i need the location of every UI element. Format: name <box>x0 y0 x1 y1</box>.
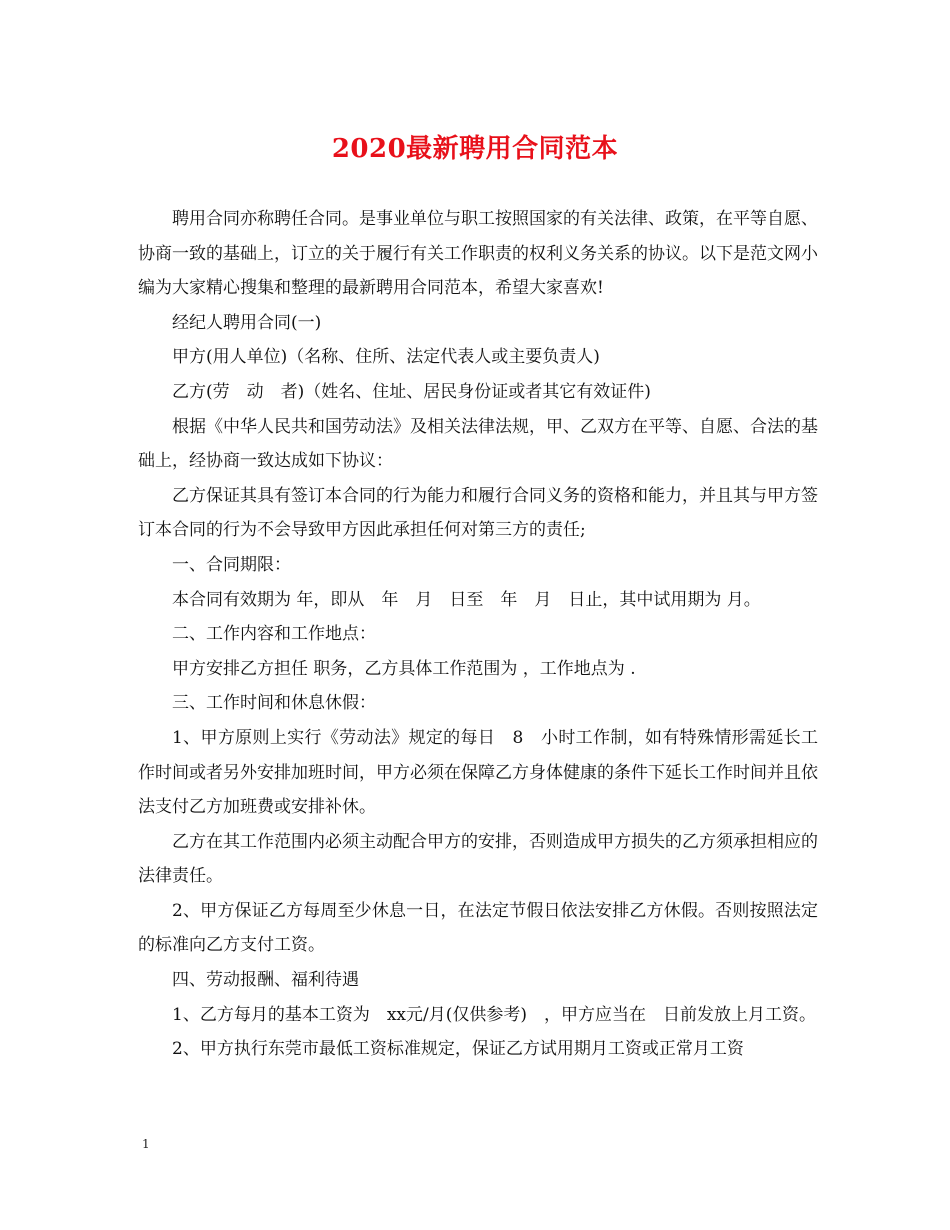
paragraph: 1、乙方每月的基本工资为 xx元/月(仅供参考) ，甲方应当在 日前发放上月工资。 <box>172 1004 816 1025</box>
paragraph: 乙方保证其具有签订本合同的行为能力和履行合同义务的资格和能力，并且其与甲方签订本合同的行为不会导致甲方因此承担任何对第三方的责任; <box>138 485 818 541</box>
document-body <box>138 202 818 1067</box>
paragraph: 甲方安排乙方担任 职务，乙方具体工作范围为 ，工作地点为 . <box>172 658 636 679</box>
paragraph: 本合同有效期为 年，即从 年 月 日至 年 月 日止，其中试用期为 月。 <box>172 589 761 610</box>
paragraph: 根据《中华人民共和国劳动法》及相关法律法规，甲、乙双方在平等、自愿、合法的基础上，经协商一致达成如下协议： <box>138 416 818 472</box>
page-number: 1 <box>142 1137 150 1151</box>
paragraph: 乙方在其工作范围内必须主动配合甲方的安排，否则造成甲方损失的乙方须承担相应的法律责任。 <box>138 831 818 887</box>
paragraph: 2、甲方保证乙方每周至少休息一日，在法定节假日依法安排乙方休假。否则按照法定的标准向乙方支付工资。 <box>138 900 818 956</box>
paragraph: 乙方(劳 动 者)（姓名、住址、居民身份证或者其它有效证件) <box>172 381 651 402</box>
section-heading: 四、劳动报酬、福利待遇 <box>172 970 359 991</box>
section-heading: 一、合同期限： <box>172 554 291 575</box>
paragraph: 1、甲方原则上实行《劳动法》规定的每日 8 小时工作制，如有特殊情形需延长工作时间或者另外安排加班时间，甲方必须在保障乙方身体健康的条件下延长工作时间并且依法支付乙方加班费或安排补休。 <box>138 727 818 818</box>
paragraph: 甲方(用人单位)（名称、住所、法定代表人或主要负责人) <box>172 347 600 368</box>
section-heading: 二、工作内容和工作地点： <box>172 624 376 645</box>
paragraph: 经纪人聘用合同(一) <box>172 312 322 333</box>
section-heading: 三、工作时间和休息休假： <box>172 693 376 714</box>
paragraph: 2、甲方执行东莞市最低工资标准规定，保证乙方试用期月工资或正常月工资 <box>172 1039 744 1060</box>
paragraph: 聘用合同亦称聘任合同。是事业单位与职工按照国家的有关法律、政策，在平等自愿、协商一致的基础上，订立的关于履行有关工作职责的权利义务关系的协议。以下是范文网小编为大家精心搜集和整理的最新聘用合同范本，希望大家喜欢! <box>138 209 818 299</box>
document-title: 2020最新聘用合同范本 <box>331 134 619 164</box>
